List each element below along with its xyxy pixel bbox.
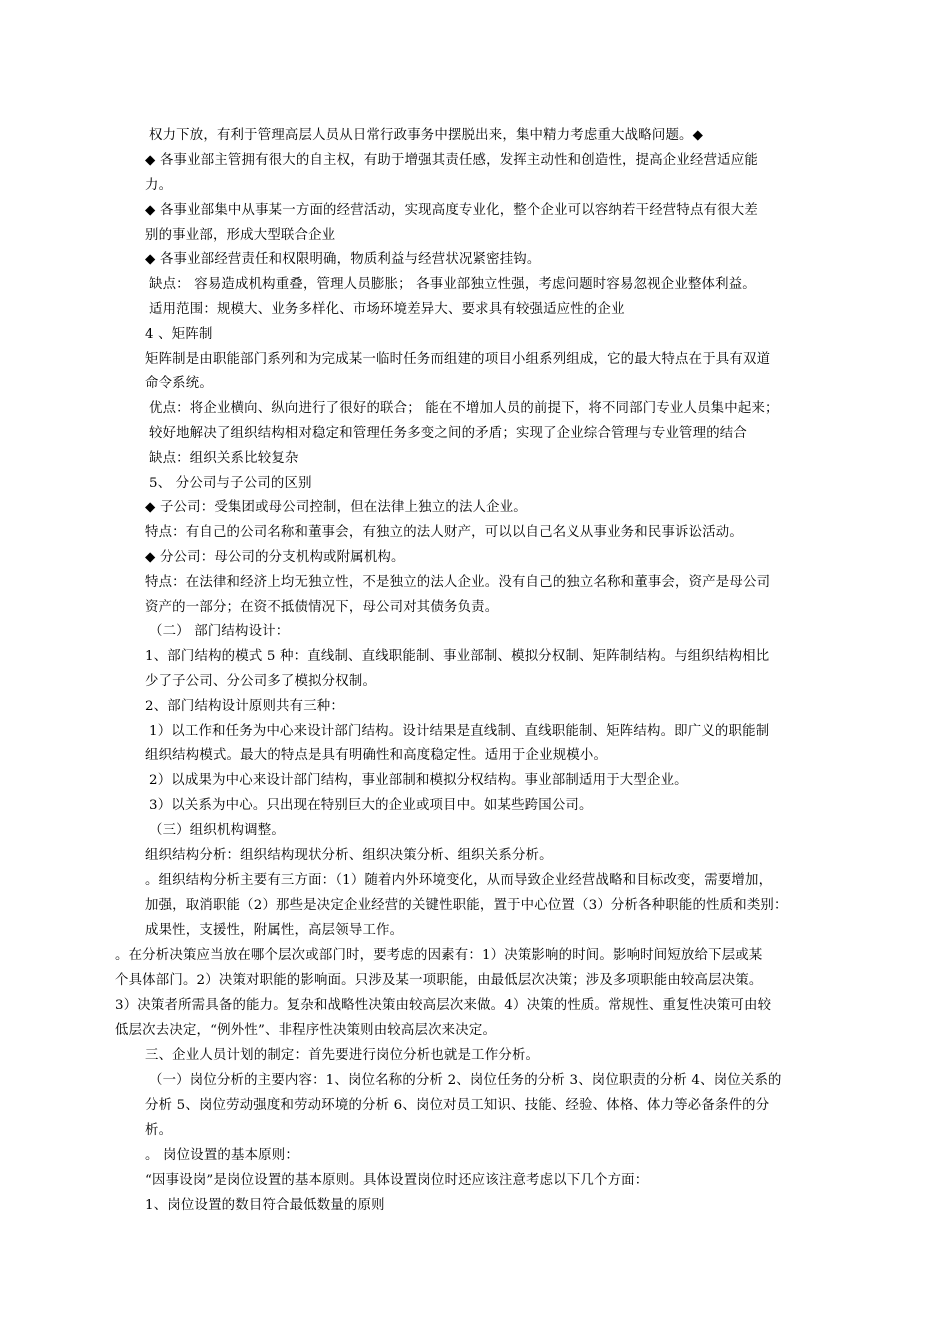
text-line: 缺点： 容易造成机构重叠，管理人员膨胀； 各事业部独立性强，考虑问题时容易忽视企业整体利益。 [149,277,756,292]
text-line: 低层次去决定，“例外性”、非程序性决策则由较高层次来决定。 [115,1023,497,1038]
text-line: 优点：将企业横向、纵向进行了很好的联合； 能在不增加人员的前提下，将不同部门专业人员集中起来； [149,401,779,416]
text-line: 特点：在法律和经济上均无独立性，不是独立的法人企业。没有自己的独立名称和董事会，资产是母公司 [145,575,771,590]
text-line: 力。 [145,178,173,193]
text-line: 3）以关系为中心。只出现在特别巨大的企业或项目中。如某些跨国公司。 [149,798,593,813]
text-line: （二） 部门结构设计： [149,624,290,639]
text-line: （三）组织机构调整。 [149,823,285,838]
text-line: 1、岗位设置的数目符合最低数量的原则 [145,1198,385,1213]
text-line: 。组织结构分析主要有三方面：（1）随着内外环境变化，从而导致企业经营战略和目标改变，需要增加， [145,873,773,888]
text-line: “因事设岗”是岗位设置的基本原则。具体设置岗位时还应该注意考虑以下几个方面： [145,1173,649,1188]
text-line: 资产的一部分；在资不抵债情况下，母公司对其债务负责。 [145,600,499,615]
text-line: 三、企业人员计划的制定：首先要进行岗位分析也就是工作分析。 [145,1048,540,1063]
text-line: 分析 5、岗位劳动强度和劳动环境的分析 6、岗位对员工知识、技能、经验、体格、体力等必备条件的分 [145,1098,770,1113]
text-line: 。在分析决策应当放在哪个层次或部门时，要考虑的因素有：1）决策影响的时间。影响时间短放给下层或某 [115,948,763,963]
text-line: 成果性，支援性，附属性，高层领导工作。 [145,923,404,938]
text-line: 。 岗位设置的基本原则： [145,1148,299,1163]
text-line: 5、 分公司与子公司的区别 [149,476,312,491]
text-line: 适用范围：规模大、业务多样化、市场环境差异大、要求具有较强适应性的企业 [149,302,625,317]
text-line: 少了子公司、分公司多了模拟分权制。 [145,674,377,689]
text-line: 缺点：组织关系比较复杂 [149,451,299,466]
text-line: 个具体部门。2）决策对职能的影响面。只涉及某一项职能，由最低层次决策；涉及多项职能由较高层决策。 [115,973,763,988]
text-line: 组织结构分析：组织结构现状分析、组织决策分析、组织关系分析。 [145,848,553,863]
text-line: 4 、矩阵制 [145,327,213,342]
text-line: 较好地解决了组织结构相对稳定和管理任务多变之间的矛盾；实现了企业综合管理与专业管理的结合 [149,426,747,441]
text-line: 析。 [145,1123,173,1138]
text-line: ◆ 各事业部集中从事某一方面的经营活动，实现高度专业化，整个企业可以容纳若干经营特点有很大差 [145,203,758,218]
text-line: （一）岗位分析的主要内容：1、岗位名称的分析 2、岗位任务的分析 3、岗位职责的分析 4、岗位关系的 [149,1073,782,1088]
text-line: 命令系统。 [145,376,213,391]
text-line: ◆ 子公司：受集团或母公司控制，但在法律上独立的法人企业。 [145,500,527,515]
text-line: 2、部门结构设计原则共有三种： [145,699,344,714]
text-line: 别的事业部，形成大型联合企业 [145,228,336,243]
text-line: ◆ 各事业部经营责任和权限明确，物质利益与经营状况紧密挂钩。 [145,252,541,267]
text-line: 1、部门结构的模式 5 种：直线制、直线职能制、事业部制、模拟分权制、矩阵制结构。与组织结构相比 [145,649,770,664]
text-line: 3）决策者所需具备的能力。复杂和战略性决策由较高层次来做。4）决策的性质。常规性、重复性决策可由较 [115,998,772,1013]
text-line: ◆ 分公司：母公司的分支机构或附属机构。 [145,550,405,565]
text-line: 1）以工作和任务为中心来设计部门结构。设计结果是直线制、直线职能制、矩阵结构。即广义的职能制 [149,724,770,739]
text-line: 特点：有自己的公司名称和董事会，有独立的法人财产，可以以自己名义从事业务和民事诉讼活动。 [145,525,743,540]
text-line: 矩阵制是由职能部门系列和为完成某一临时任务而组建的项目小组系列组成，它的最大特点在于具有双道 [145,352,771,367]
text-line: 组织结构模式。最大的特点是具有明确性和高度稳定性。适用于企业规模小。 [145,748,608,763]
text-line: 加强，取消职能（2）那些是决定企业经营的关键性职能，置于中心位置（3）分析各种职能的性质和类别： [145,898,788,913]
text-line: 2）以成果为中心来设计部门结构，事业部制和模拟分权结构。事业部制适用于大型企业。 [149,773,688,788]
text-line: 权力下放，有利于管理高层人员从日常行政事务中摆脱出来，集中精力考虑重大战略问题。◆ [149,128,704,143]
text-line: ◆ 各事业部主管拥有很大的自主权，有助于增强其责任感，发挥主动性和创造性，提高企业经营适应能 [145,153,758,168]
